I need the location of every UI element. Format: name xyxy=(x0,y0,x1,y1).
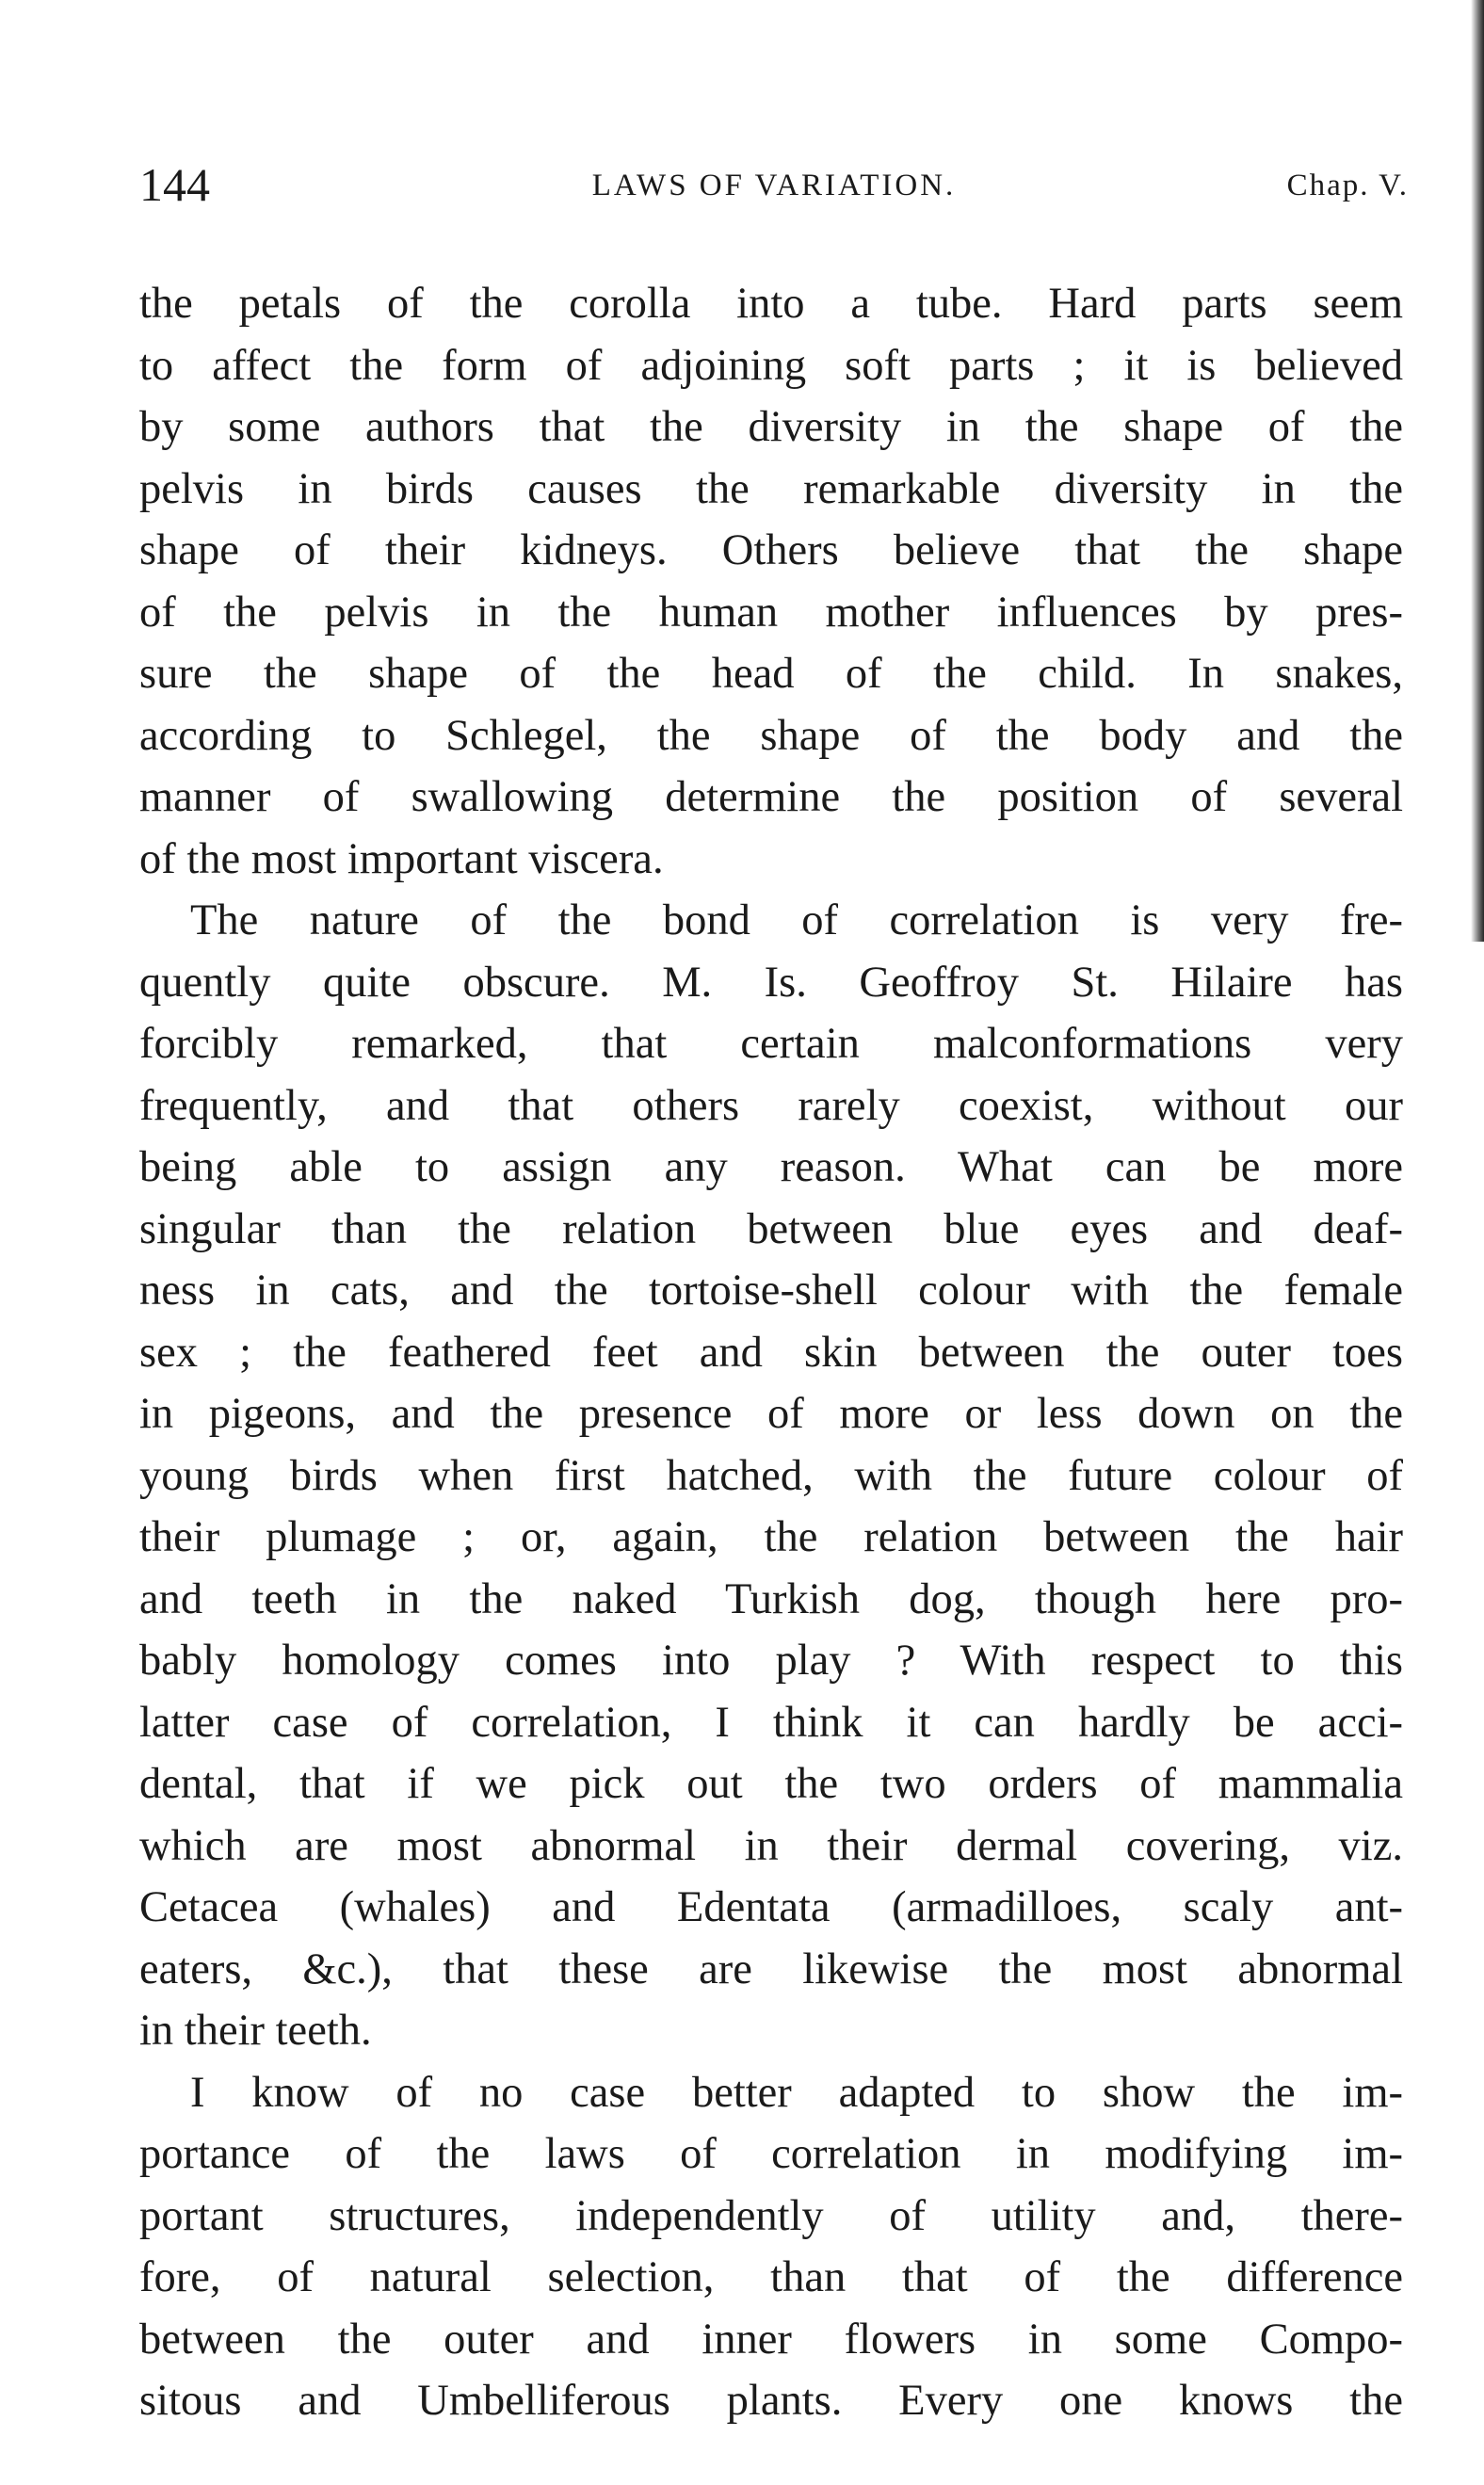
text-line: by some authors that the diversity in the shape of the xyxy=(139,403,1403,451)
text-line: dental, that if we pick out the two orders of mammalia xyxy=(139,1760,1403,1808)
body-text xyxy=(139,273,1403,2432)
text-line: which are most abnormal in their dermal covering, viz. xyxy=(139,1821,1403,1870)
text-line: ness in cats, and the tortoise-shell colour with the female xyxy=(139,1267,1403,1315)
text-line: their plumage ; or, again, the relation between the hair xyxy=(139,1513,1403,1561)
running-title: LAWS OF VARIATION. xyxy=(591,169,957,202)
page-number: 144 xyxy=(139,158,210,211)
text-line: between the outer and inner flowers in some Compo- xyxy=(139,2315,1403,2364)
text-line: pelvis in birds causes the remarkable diversity in the xyxy=(139,464,1403,513)
paragraph-2 xyxy=(139,890,1403,2062)
text-line: quently quite obscure. M. Is. Geoffroy St. Hilaire has xyxy=(139,958,1403,1007)
text-line: in pigeons, and the presence of more or less down on the xyxy=(139,1390,1403,1438)
paragraph-1 xyxy=(139,273,1403,890)
text-line: portant structures, independently of utility and, there- xyxy=(139,2191,1403,2240)
text-line: according to Schlegel, the shape of the body and the xyxy=(139,711,1403,760)
text-line: of the most important viscera. xyxy=(139,834,664,883)
chapter-label: Chap. V. xyxy=(1286,169,1409,202)
text-line: sitous and Umbelliferous plants. Every one knows the xyxy=(139,2377,1403,2425)
text-line: forcibly remarked, that certain malconformations very xyxy=(139,1020,1403,1068)
text-line: the petals of the corolla into a tube. Hard parts seem xyxy=(139,280,1403,328)
text-line: bably homology comes into play ? With respect to this xyxy=(139,1637,1403,1685)
text-line: singular than the relation between blue eyes and deaf- xyxy=(139,1204,1403,1253)
text-line: Cetacea (whales) and Edentata (armadilloes, scaly ant- xyxy=(139,1883,1403,1931)
text-line: sure the shape of the head of the child. In snakes, xyxy=(139,650,1403,698)
text-line: I know of no case better adapted to show the im- xyxy=(190,2068,1403,2117)
text-line: to affect the form of adjoining soft parts ; it is believed xyxy=(139,341,1403,390)
text-line: fore, of natural selection, than that of the difference xyxy=(139,2253,1403,2301)
text-line: portance of the laws of correlation in modifying im- xyxy=(139,2130,1403,2178)
running-head xyxy=(139,156,1409,213)
text-line: young birds when first hatched, with the future colour of xyxy=(139,1451,1403,1500)
text-line: eaters, &c.), that these are likewise the most abnormal xyxy=(139,1944,1403,1993)
paragraph-3 xyxy=(139,2062,1403,2432)
text-line: shape of their kidneys. Others believe that the shape xyxy=(139,526,1403,574)
text-line: and teeth in the naked Turkish dog, though here pro- xyxy=(139,1574,1403,1623)
text-line: of the pelvis in the human mother influences by pres- xyxy=(139,588,1403,637)
text-line: frequently, and that others rarely coexist, without our xyxy=(139,1081,1403,1130)
page-edge-shadow xyxy=(1471,0,1484,942)
text-line: The nature of the bond of correlation is very fre- xyxy=(190,896,1403,944)
text-line: sex ; the feathered feet and skin between the outer toes xyxy=(139,1328,1403,1377)
text-line: in their teeth. xyxy=(139,2007,372,2055)
text-line: latter case of correlation, I think it can hardly be acci- xyxy=(139,1698,1403,1747)
text-line: being able to assign any reason. What can be more xyxy=(139,1143,1403,1191)
text-line: manner of swallowing determine the position of several xyxy=(139,773,1403,821)
